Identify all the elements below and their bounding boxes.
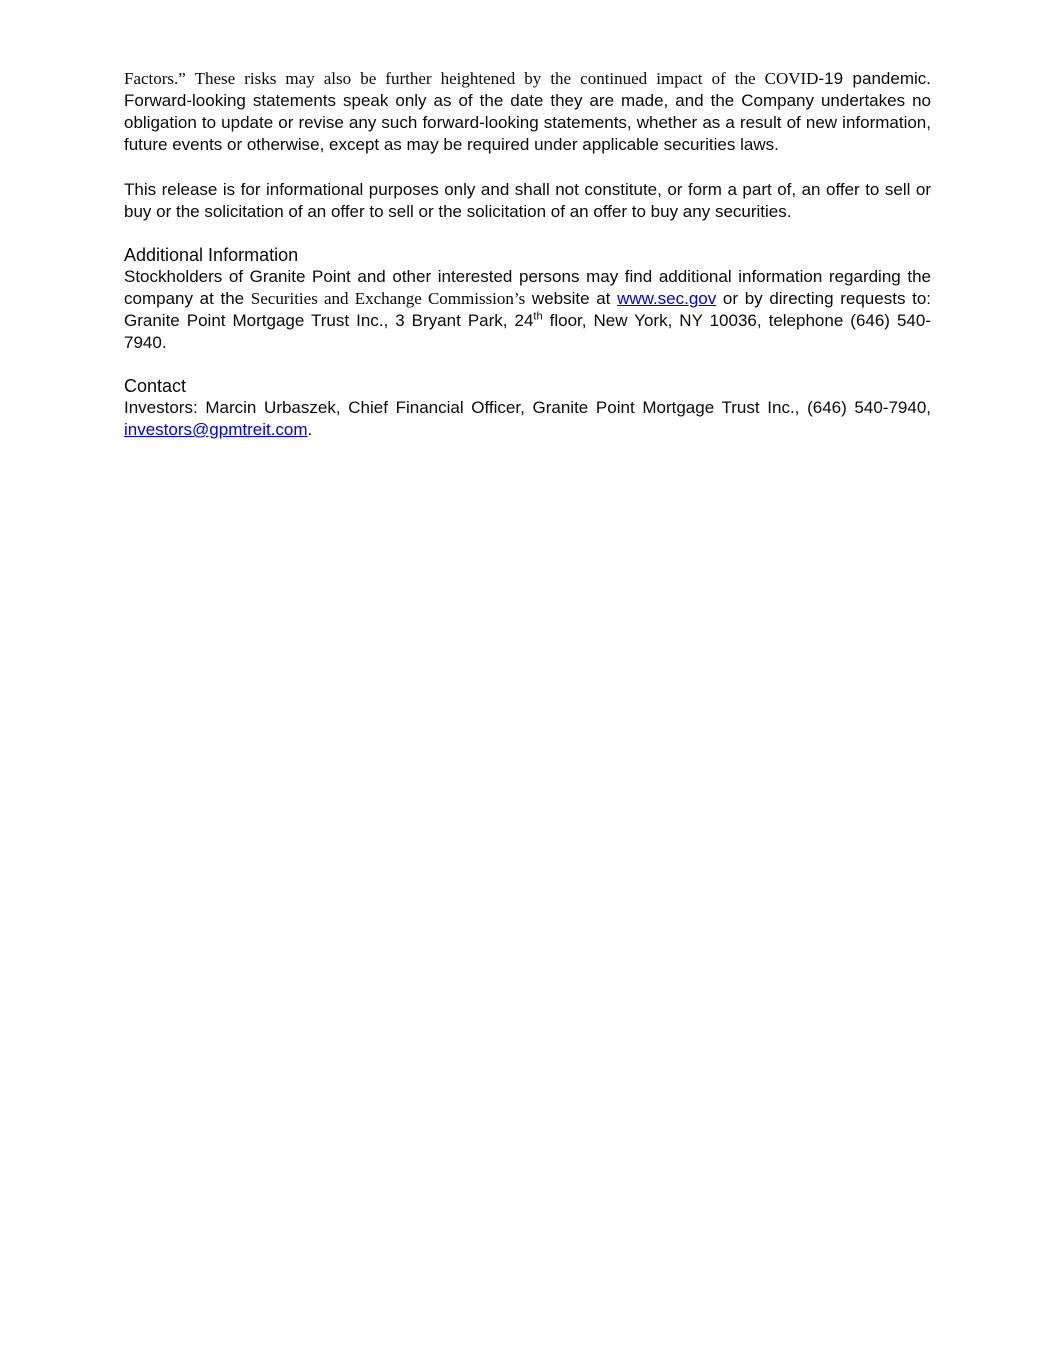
forward-looking-statements-paragraph xyxy=(124,68,931,156)
sec-website-link[interactable]: www.sec.gov xyxy=(617,289,717,308)
contact-heading: Contact xyxy=(124,376,187,396)
additional-information-paragraph xyxy=(124,266,931,354)
contact-paragraph xyxy=(124,397,931,441)
text-run: or by directing requests to: Granite Point Mortgage Trust Inc., 3 Bryant Park, 24 xyxy=(124,289,931,330)
informational-disclaimer-paragraph xyxy=(124,179,931,223)
press-release-body xyxy=(124,68,931,441)
text-run: This release is for informational purposes only and shall not constitute, or form a part of, an offer to sell or buy or the solicitation of an offer to sell or the solicitation of an offer to buy any securities. xyxy=(124,180,931,221)
text-run: -19 pandemic. Forward-looking statements speak only as of the date they are made, and the Company undertakes no obligation to update or revise any such forward-looking statements, whether as a result of new information, future events or otherwise, except as may be required under applicable securities laws. xyxy=(124,69,931,154)
investor-email-link[interactable]: investors@gpmtreit.com xyxy=(124,420,308,439)
ordinal-superscript: th xyxy=(533,310,543,323)
text-run: floor, New York, NY 10036, telephone (646) 540-7940. xyxy=(124,311,931,352)
text-run: Stockholders of Granite Point and other interested persons may find additional information regarding the company at the xyxy=(124,267,931,308)
text-run: . xyxy=(307,420,313,439)
serif-text-run: Securities and Exchange Commission’s xyxy=(250,289,526,308)
serif-text-run: Factors.” These risks may also be further heightened by the continued impact of the COVID xyxy=(124,69,819,88)
text-run: Investors: Marcin Urbaszek, Chief Financial Officer, Granite Point Mortgage Trust Inc., (646) 540-7940, xyxy=(124,398,931,417)
additional-information-heading: Additional Information xyxy=(124,245,299,265)
text-run: website at xyxy=(525,289,618,308)
